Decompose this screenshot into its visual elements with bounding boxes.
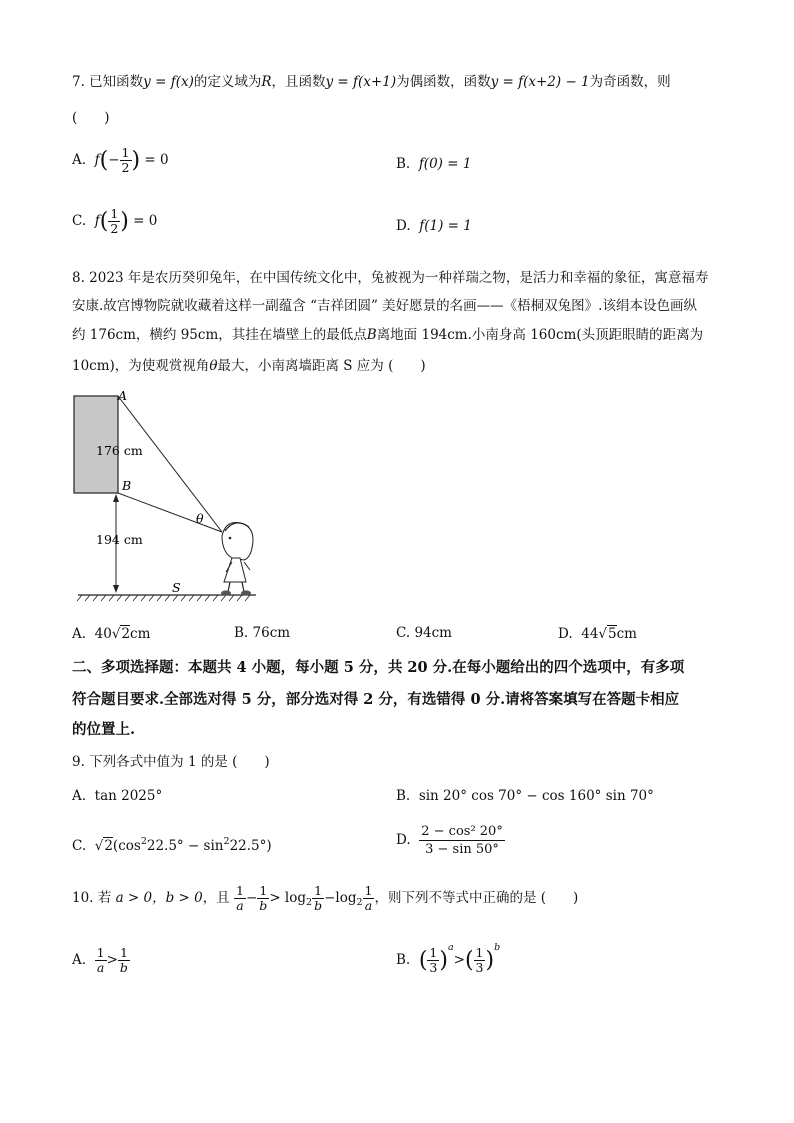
q8-option-a: A. 40√2cm — [72, 626, 151, 642]
label-194cm: 194 cm — [96, 532, 143, 547]
sight-line-top — [118, 396, 222, 532]
q7-option-c: C. f( $\frac{1}{2}$ ) = 0 — [72, 206, 158, 236]
label-s: S — [172, 580, 181, 595]
label-point-a: A — [118, 388, 128, 403]
section2-line2: 符合题目要求.全部选对得 5 分，部分选对得 2 分，有选错得 0 分.请将答案填写在答题卡相应 — [72, 691, 680, 708]
girl-figure — [221, 523, 253, 596]
q8-line2: 安康.故宫博物院就收藏着这样一副蕴含 “吉祥团圆” 美好愿景的名画——《梧桐双兔图》.该绢本设色画纵 — [72, 298, 697, 314]
q9-option-a: A. tan 2025° — [72, 788, 163, 804]
q10-option-a: A. $\frac{1}{a}$ > $\frac{1}{b}$ — [72, 945, 128, 975]
q8-line3: 约 176cm，横约 95cm，其挂在墙壁上的最低点B离地面 194cm.小南身高 160cm(头顶距眼睛的距离为 — [72, 327, 704, 343]
section2-line1: 二、多项选择题：本题共 4 小题，每小题 5 分，共 20 分.在每小题给出的四个选项中，有多项 — [72, 659, 685, 676]
q8-line4: 10cm)，为使观赏视角θ最大，小南离墙距离 S 应为 ( ) — [72, 358, 426, 374]
arrow-down — [113, 585, 119, 593]
q8-option-b: B. 76cm — [234, 625, 291, 641]
q7-option-d: D. f(1) = 1 — [396, 218, 472, 234]
ground-hatch — [77, 595, 250, 601]
sight-line-bottom — [118, 493, 222, 532]
q7-option-a: A. f(− $\frac{1}{2}$ ) = 0 — [72, 145, 169, 175]
q8-option-d: D. 44√5cm — [558, 626, 637, 642]
q9-stem: 9. 下列各式中值为 1 的是 ( ) — [72, 754, 270, 770]
label-theta: θ — [196, 511, 204, 526]
arrow-up — [113, 494, 119, 502]
q8-option-c: C. 94cm — [396, 625, 452, 641]
label-176cm: 176 cm — [96, 443, 143, 458]
q7-paren: ( ) — [72, 110, 110, 126]
q8-figure — [72, 386, 262, 606]
q7-stem: 7. 已知函数y = f(x)的定义域为R，且函数y = f(x+1)为偶函数，函数y = f(x+2) − 1为奇函数，则 — [72, 74, 671, 90]
q9-option-c: C. $√2(\cos^222.5^\circ - \sin^222.5^\circ)$ — [72, 836, 272, 854]
q7-option-b: B. f(0) = 1 — [396, 156, 472, 172]
q10-option-b: B. ( $\frac{1}{3}$ )$^a$>( $\frac{1}{3}$ )$^b$ — [396, 942, 501, 975]
q9-option-d: D. $\frac{\text{2 − cos² 20°}}{3 - \sin 50^\circ}$ — [396, 824, 503, 857]
section2-line3: 的位置上. — [72, 721, 136, 738]
q8-line1: 8. 2023 年是农历癸卯兔年，在中国传统文化中，兔被视为一种祥瑞之物，是活力和幸福的象征，寓意福寿 — [72, 270, 709, 286]
q10-stem: 10. 若 a > 0，b > 0，且 $\frac{1}{a}$ − $\frac{1}{b}$ > $\log_2$ $\frac{1}{b}$ $-\log_2$ $\frac{1}{a}$ ，则下列不等式中正确的是 ( ) — [72, 883, 579, 913]
q9-option-b: B. sin 20° cos 70° − cos 160° sin 70° — [396, 788, 654, 804]
label-point-b: B — [122, 478, 132, 493]
